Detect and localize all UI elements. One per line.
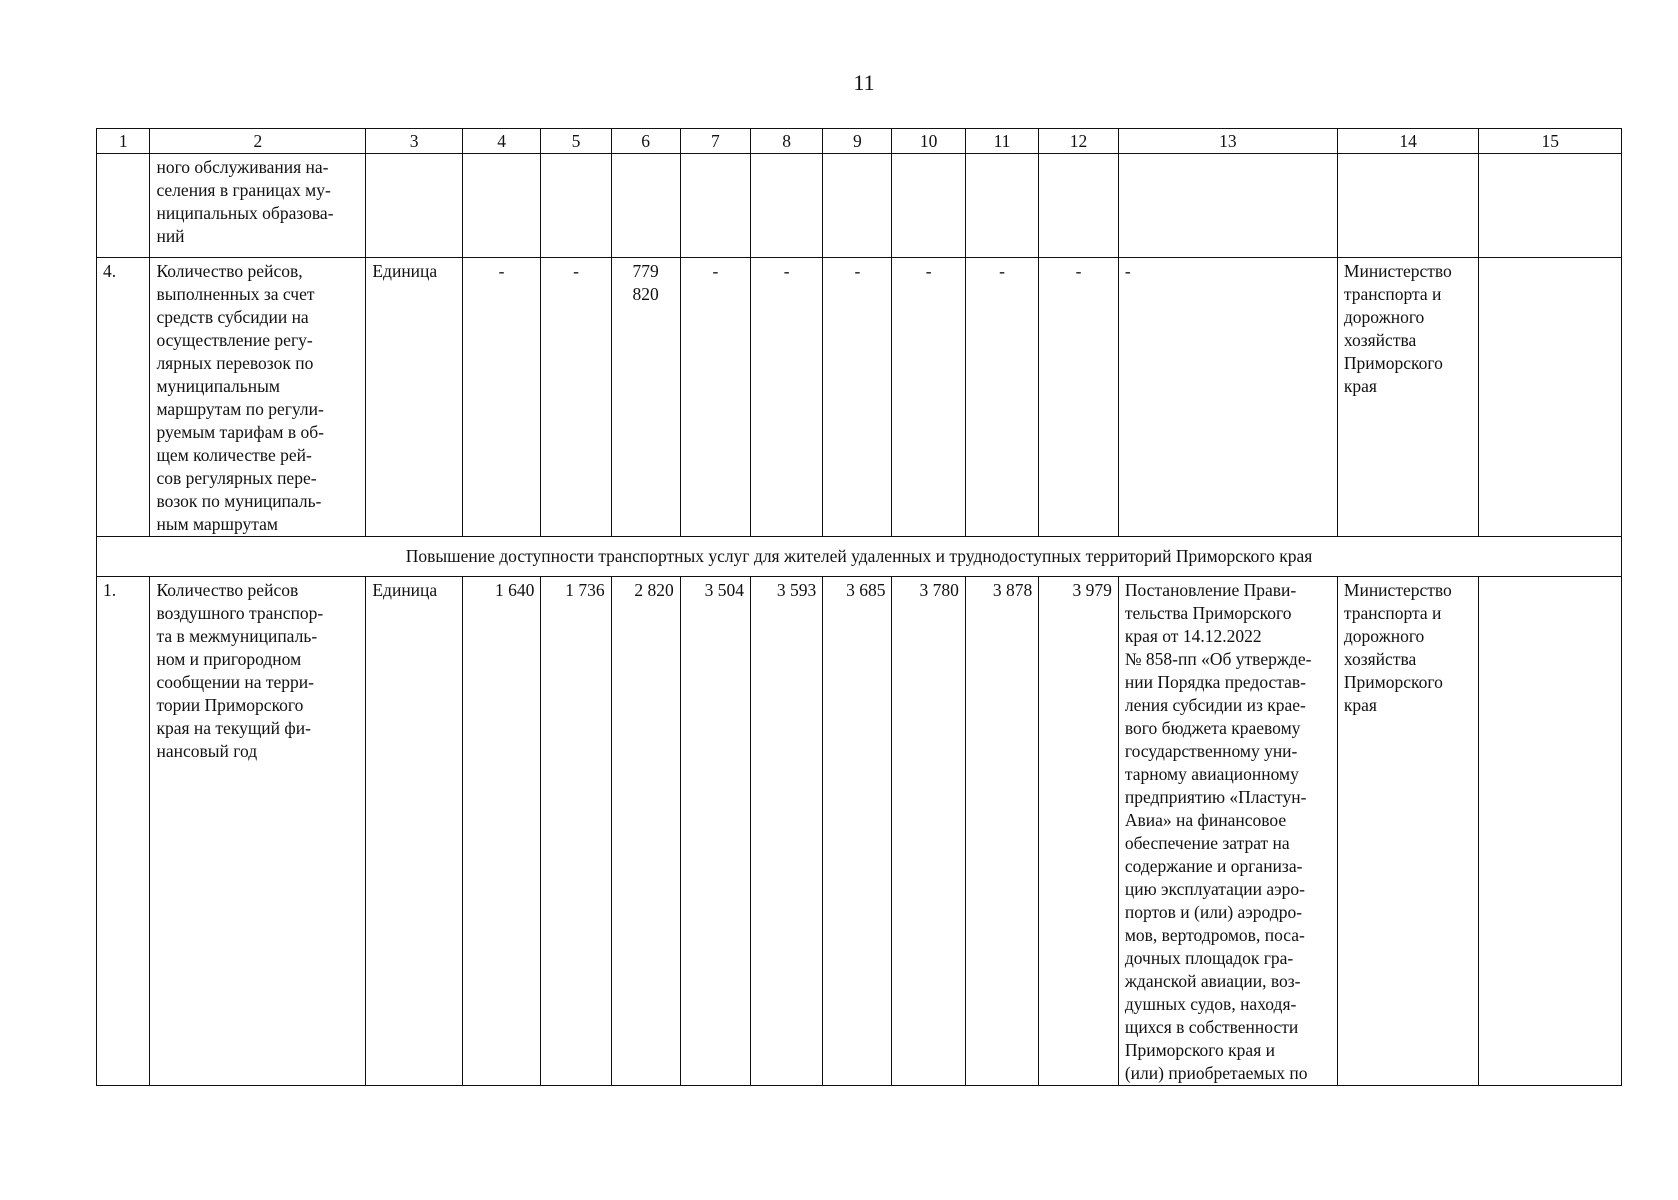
cell-line: ном и пригородном: [156, 649, 302, 669]
cell-line: транспорта и: [1343, 603, 1442, 623]
value-cell: 2 820: [611, 577, 680, 1086]
cell-line: сов регулярных пере-: [156, 468, 317, 488]
cell-line: транспорта и: [1343, 284, 1442, 304]
cell-line: края от 14.12.2022: [1124, 626, 1262, 646]
cell-line: тарному авиационному: [1124, 764, 1299, 784]
cell-line: Министерство: [1343, 261, 1452, 281]
cell-line: тельства Приморского: [1124, 603, 1292, 623]
value-cell: 3 593: [750, 577, 822, 1086]
table-row: [97, 154, 1622, 258]
legal-basis-cell: [1118, 258, 1337, 537]
value-cell: -: [823, 258, 892, 537]
cell-line: дочных площадок гра-: [1124, 948, 1294, 968]
value-cell: 3 979: [1039, 577, 1119, 1086]
cell-line: вого бюджета краевому: [1124, 718, 1301, 738]
value-cell: 3 504: [680, 577, 750, 1086]
value-cell: [750, 154, 822, 258]
column-header: 13: [1118, 129, 1337, 154]
cell-line: маршрутам по регули-: [156, 399, 324, 419]
cell-line: душных судов, находя-: [1124, 994, 1297, 1014]
table-row: [97, 258, 1622, 537]
cell-line: жданской авиации, воз-: [1124, 971, 1301, 991]
value-cell: -: [680, 258, 750, 537]
column-header: 7: [680, 129, 750, 154]
cell-line: мов, вертодромов, поса-: [1124, 925, 1305, 945]
responsible-cell: [1337, 577, 1478, 1086]
value-cell: 1 736: [541, 577, 611, 1086]
legal-basis-cell: [1118, 577, 1337, 1086]
column-header: 5: [541, 129, 611, 154]
value-cell: [1039, 154, 1119, 258]
cell-line: № 858-пп «Об утвержде-: [1124, 649, 1312, 669]
column-header: 14: [1337, 129, 1478, 154]
value-cell: [541, 154, 611, 258]
value-cell: [892, 154, 965, 258]
cell-line: обеспечение затрат на: [1124, 833, 1290, 853]
notes-cell: [1479, 577, 1622, 1086]
column-header: 15: [1479, 129, 1622, 154]
value-cell: 3 878: [965, 577, 1038, 1086]
responsible-cell: [1337, 154, 1478, 258]
notes-cell: [1479, 258, 1622, 537]
indicator-name-cell: [150, 577, 366, 1086]
cell-line: муниципальным: [156, 376, 280, 396]
responsible-cell: [1337, 258, 1478, 537]
column-header: 10: [892, 129, 965, 154]
column-header: 12: [1039, 129, 1119, 154]
value-cell: -: [1039, 258, 1119, 537]
indicator-name-cell: [150, 154, 366, 258]
column-header: 2: [150, 129, 366, 154]
column-header: 4: [462, 129, 541, 154]
cell-line: та в межмуниципаль-: [156, 626, 318, 646]
cell-line: средств субсидии на: [156, 307, 309, 327]
page-number: 11: [853, 70, 875, 95]
cell-line: щем количестве рей-: [156, 445, 312, 465]
unit-cell: [366, 154, 462, 258]
value-cell: 3 780: [892, 577, 965, 1086]
indicator-name-cell: [150, 258, 366, 537]
cell-line: возок по муниципаль-: [156, 491, 322, 511]
cell-line: ления субсидии из крае-: [1124, 695, 1306, 715]
value-cell: [611, 154, 680, 258]
value-cell: [823, 154, 892, 258]
cell-line: лярных перевозок по: [156, 353, 314, 373]
cell-line: Приморского края и: [1124, 1040, 1275, 1060]
column-number-row: [97, 129, 1622, 154]
cell-line: хозяйства: [1343, 330, 1417, 350]
value-cell: [462, 154, 541, 258]
value-cell: 1 640: [462, 577, 541, 1086]
cell-line: хозяйства: [1343, 649, 1417, 669]
cell-line: портов и (или) аэродро-: [1124, 902, 1303, 922]
cell-line: Постановление Прави-: [1124, 580, 1297, 600]
unit-cell: Единица: [366, 577, 462, 1086]
column-header: 9: [823, 129, 892, 154]
cell-line: нии Порядка предостав-: [1124, 672, 1307, 692]
row-number-cell: 4.: [97, 258, 150, 537]
cell-line: ным маршрутам: [156, 514, 278, 534]
cell-line: Приморского: [1343, 672, 1443, 692]
value-cell: [965, 154, 1038, 258]
indicators-table: [96, 128, 1622, 1086]
cell-line: Авиа» на финансовое: [1124, 810, 1287, 830]
notes-cell: [1479, 154, 1622, 258]
cell-line: Приморского: [1343, 353, 1443, 373]
cell-line: ний: [156, 226, 185, 246]
cell-line: предприятию «Пластун-: [1124, 787, 1307, 807]
column-header: 11: [965, 129, 1038, 154]
section-title: Повышение доступности транспортных услуг для жителей удаленных и труднодоступных территорий Приморского края: [97, 537, 1622, 577]
value-cell: -: [462, 258, 541, 537]
cell-line: щихся в собственности: [1124, 1017, 1299, 1037]
column-header: 6: [611, 129, 680, 154]
cell-line: (или) приобретаемых по: [1124, 1063, 1308, 1083]
cell-line: нансовый год: [156, 741, 258, 761]
column-header: 8: [750, 129, 822, 154]
cell-line: Количество рейсов: [156, 580, 299, 600]
value-cell: 779 820: [611, 258, 680, 537]
cell-line: ниципальных образова-: [156, 203, 334, 223]
cell-line: сообщении на терри-: [156, 672, 314, 692]
cell-line: осуществление регу-: [156, 330, 313, 350]
cell-line: Количество рейсов,: [156, 261, 303, 281]
cell-line: руемым тарифам в об-: [156, 422, 324, 442]
value-cell: -: [750, 258, 822, 537]
cell-line: Министерство: [1343, 580, 1452, 600]
cell-line: цию эксплуатации аэро-: [1124, 879, 1306, 899]
cell-line: края на текущий фи-: [156, 718, 311, 738]
unit-cell: Единица: [366, 258, 462, 537]
cell-line: государственному уни-: [1124, 741, 1298, 761]
column-header: 3: [366, 129, 462, 154]
row-number-cell: 1.: [97, 577, 150, 1086]
section-heading-row: [97, 537, 1622, 577]
cell-line: селения в границах му-: [156, 180, 331, 200]
table-row: [97, 577, 1622, 1086]
cell-line: тории Приморского: [156, 695, 304, 715]
value-cell: -: [541, 258, 611, 537]
value-cell: 3 685: [823, 577, 892, 1086]
cell-line: дорожного: [1343, 626, 1425, 646]
cell-line: края: [1343, 695, 1377, 715]
cell-line: дорожного: [1343, 307, 1425, 327]
cell-line: -: [1124, 261, 1131, 281]
cell-line: воздушного транспор-: [156, 603, 324, 623]
cell-line: содержание и организа-: [1124, 856, 1303, 876]
column-header: 1: [97, 129, 150, 154]
legal-basis-cell: [1118, 154, 1337, 258]
value-cell: [680, 154, 750, 258]
cell-line: ного обслуживания на-: [156, 157, 329, 177]
row-number-cell: [97, 154, 150, 258]
cell-line: выполненных за счет: [156, 284, 315, 304]
value-cell: -: [965, 258, 1038, 537]
cell-line: края: [1343, 376, 1377, 396]
value-cell: -: [892, 258, 965, 537]
